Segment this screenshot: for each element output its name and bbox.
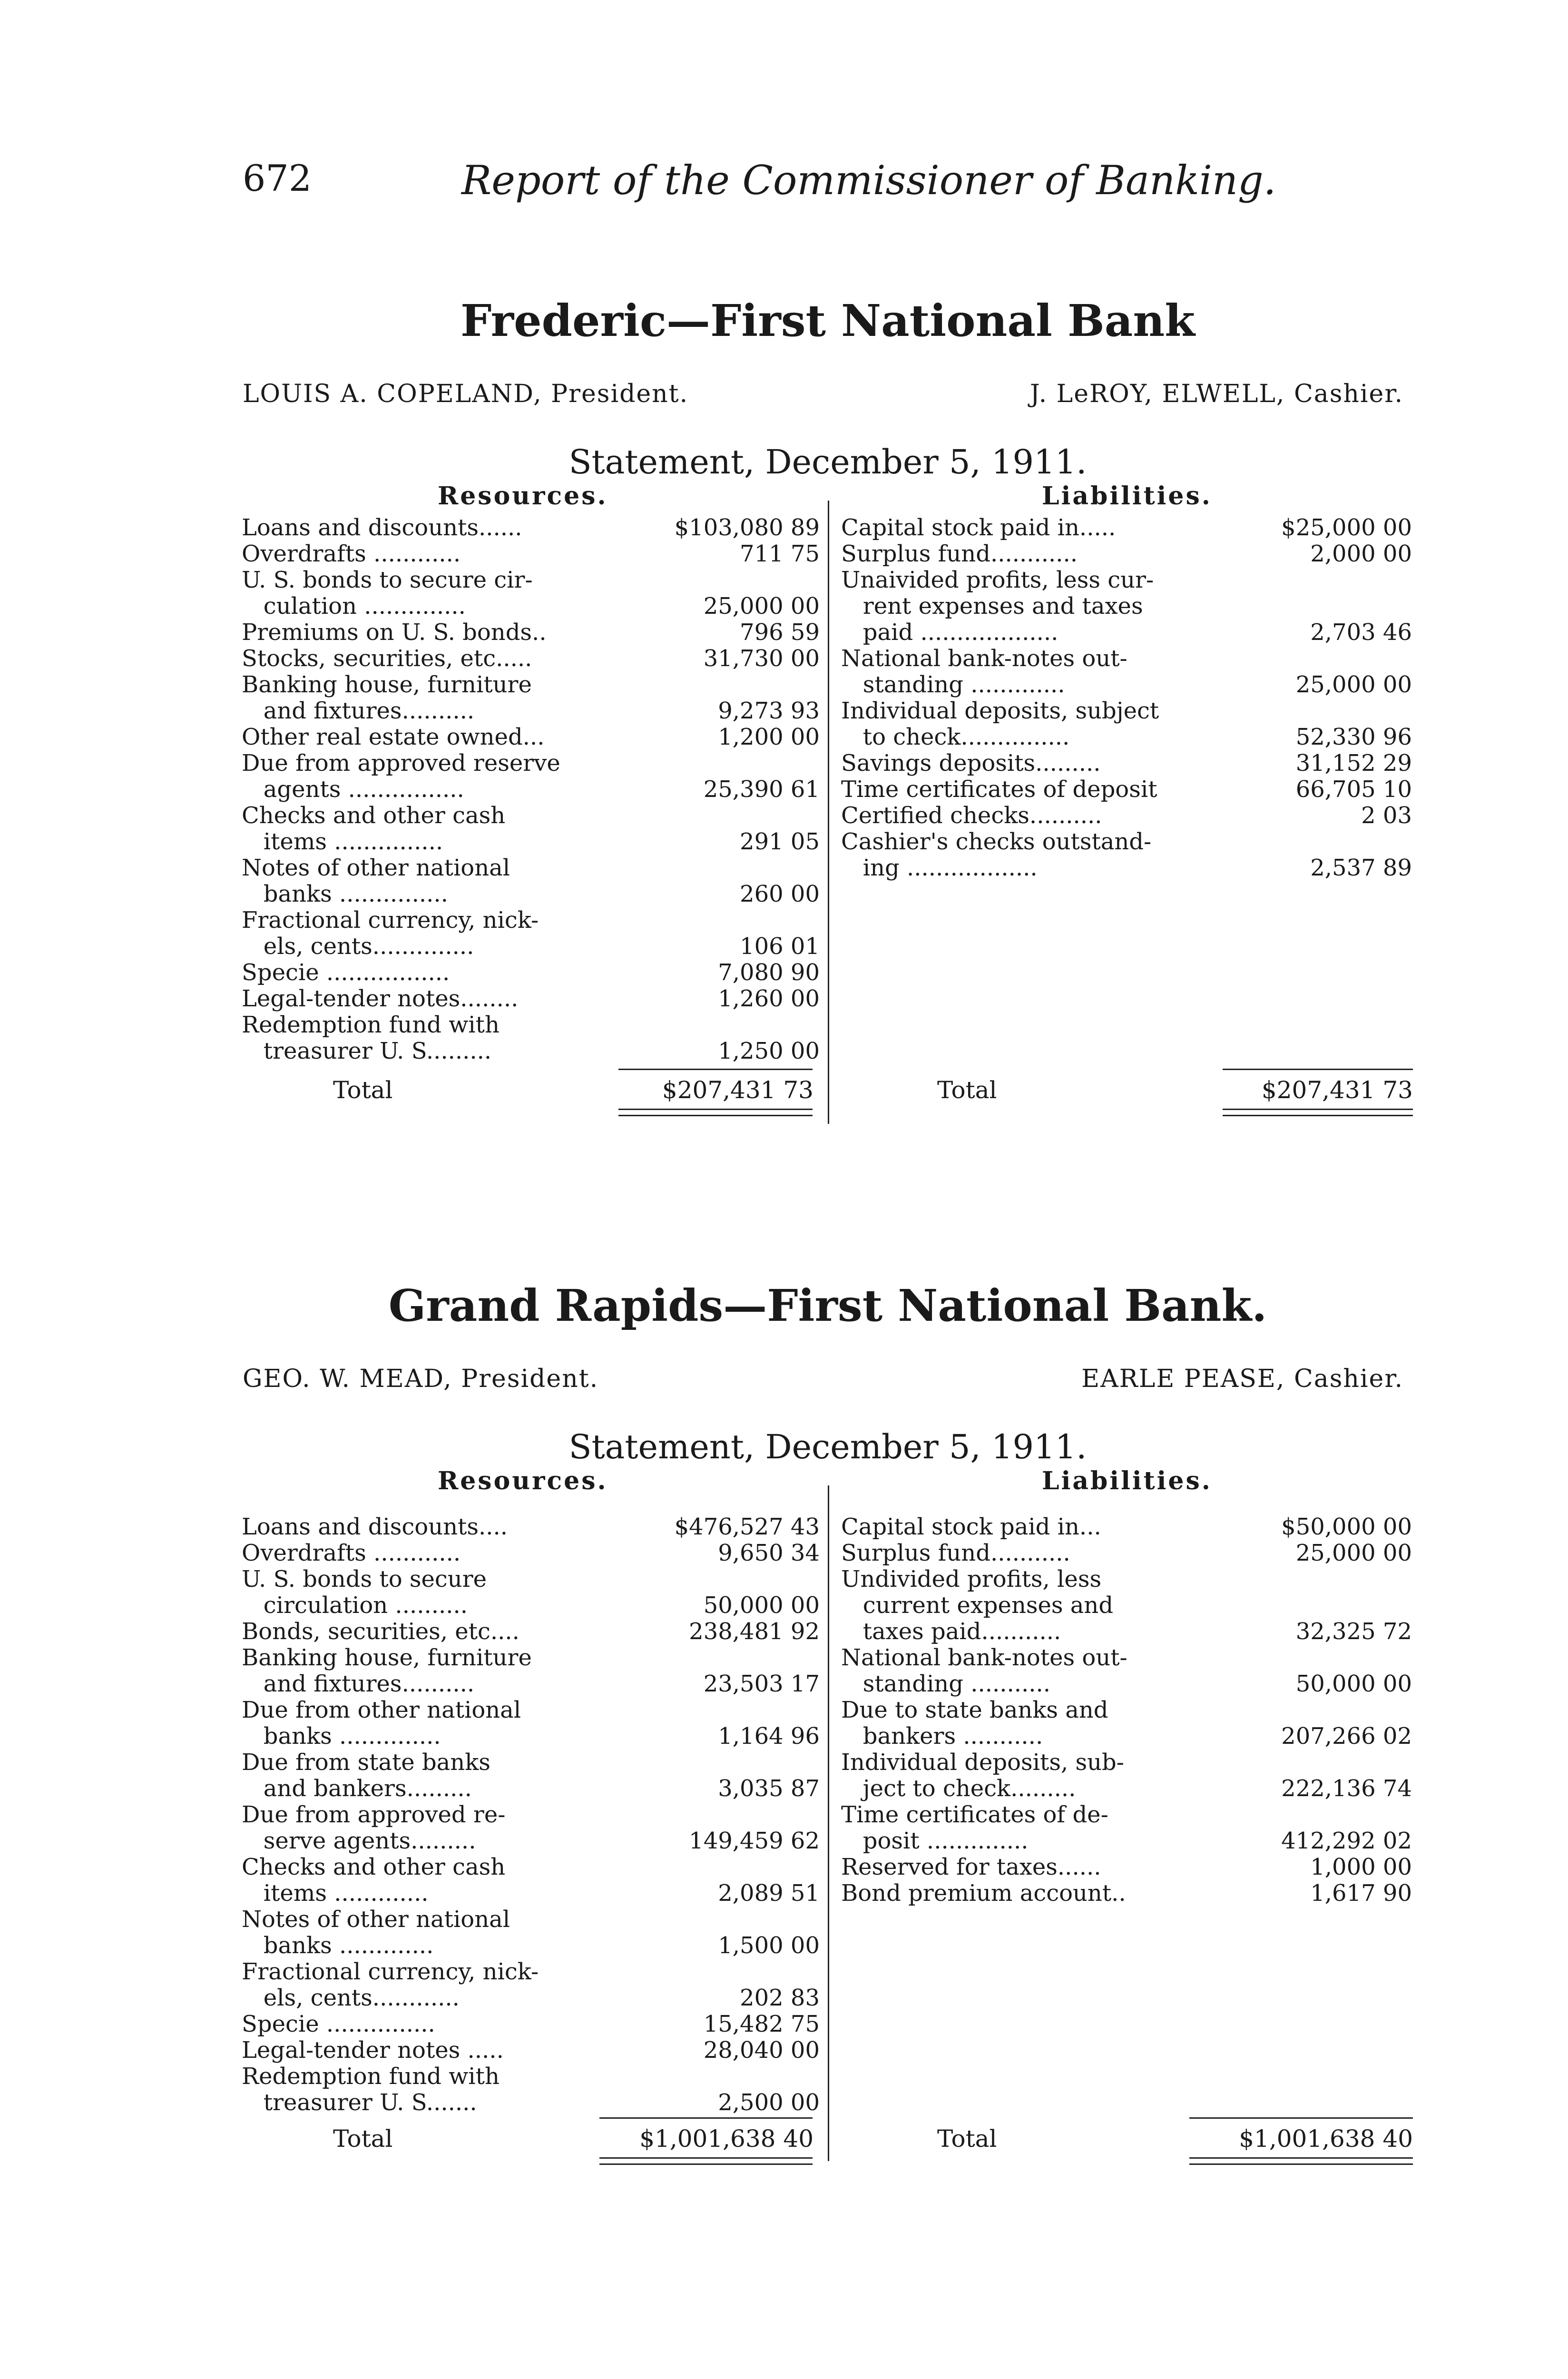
resource-row: [242, 1723, 820, 1750]
line-item-label: and fixtures..........: [242, 698, 475, 724]
line-item-label: Surplus fund............: [841, 541, 1078, 567]
line-item-label: els, cents..............: [242, 933, 474, 960]
line-item-amount: 66,705 10: [1295, 776, 1412, 803]
column-divider: [828, 501, 829, 1124]
line-item-label: Banking house, furniture: [242, 1644, 532, 1671]
line-item-amount: 25,390 61: [703, 776, 820, 803]
line-item-amount: 15,482 75: [703, 2011, 820, 2037]
line-item-amount: 2,000 00: [1310, 541, 1412, 567]
resources-double-rule: [599, 2157, 813, 2165]
line-item-amount: 238,481 92: [689, 1618, 820, 1645]
resource-row: [242, 1593, 820, 1619]
resource-row: [242, 1750, 820, 1776]
liabilities-total-row: [937, 1076, 1413, 1104]
resource-row: [242, 646, 820, 672]
liability-row: [841, 672, 1412, 698]
line-item-amount: 1,200 00: [718, 724, 820, 750]
line-item-label: Redemption fund with: [242, 1012, 500, 1038]
line-item-label: and bankers.........: [242, 1775, 472, 1802]
line-item-label: Fractional currency, nick-: [242, 907, 539, 934]
resource-row: [242, 1645, 820, 1671]
line-item-label: Loans and discounts......: [242, 514, 522, 541]
resource-row: [242, 541, 820, 567]
liability-row: [841, 829, 1412, 855]
liability-row: [841, 619, 1412, 646]
liability-row: [841, 724, 1412, 750]
president-name: LOUIS A. COPELAND, President.: [243, 380, 689, 408]
line-item-amount: $25,000 00: [1281, 514, 1412, 541]
liabilities-total-rule: [1189, 2117, 1413, 2119]
line-item-label: ject to check.........: [841, 1775, 1076, 1802]
line-item-label: current expenses and: [841, 1592, 1114, 1619]
line-item-amount: 260 00: [740, 881, 820, 907]
line-item-label: Due to state banks and: [841, 1697, 1108, 1723]
resource-row: [242, 1540, 820, 1566]
line-item-amount: 25,000 00: [1295, 671, 1412, 698]
liabilities-double-rule: [1223, 1109, 1413, 1116]
resource-row: [242, 1854, 820, 1880]
line-item-label: Individual deposits, sub-: [841, 1749, 1124, 1776]
resource-row: [242, 1985, 820, 2011]
resource-row: [242, 2090, 820, 2116]
resource-row: [242, 881, 820, 907]
liability-row: [841, 1750, 1412, 1776]
liability-row: [841, 1566, 1412, 1593]
resource-row: [242, 777, 820, 803]
resource-row: [242, 593, 820, 619]
liability-row: [841, 1697, 1412, 1723]
line-item-label: Redemption fund with: [242, 2063, 500, 2090]
line-item-amount: 291 05: [740, 828, 820, 855]
line-item-label: agents ................: [242, 776, 464, 803]
total-resources: $207,431 73: [662, 1076, 813, 1104]
liabilities-total-rule: [1223, 1069, 1413, 1070]
resource-row: [242, 803, 820, 829]
line-item-label: Certified checks..........: [841, 802, 1102, 829]
resource-row: [242, 1697, 820, 1723]
line-item-amount: 207,266 02: [1281, 1723, 1412, 1750]
resource-row: [242, 1907, 820, 1933]
liabilities-double-rule: [1189, 2157, 1413, 2165]
page-number: 672: [243, 157, 312, 199]
resource-row: [242, 750, 820, 777]
resource-row: [242, 829, 820, 855]
line-item-label: U. S. bonds to secure cir-: [242, 567, 533, 593]
line-item-amount: 1,250 00: [718, 1038, 820, 1064]
bank-statement-frederic: [238, 295, 1418, 1199]
liability-row: [841, 698, 1412, 724]
line-item-label: treasurer U. S.........: [242, 1038, 492, 1064]
liabilities-heading: Liabilities.: [1042, 482, 1212, 511]
liability-row: [841, 1619, 1412, 1645]
resource-row: [242, 2037, 820, 2064]
liability-row: [841, 1514, 1412, 1540]
line-item-label: Due from approved reserve: [242, 750, 560, 777]
line-item-label: Surplus fund...........: [841, 1540, 1070, 1566]
liability-row: [841, 1723, 1412, 1750]
line-item-amount: 25,000 00: [1295, 1540, 1412, 1566]
liability-row: [841, 646, 1412, 672]
column-divider: [828, 1485, 829, 2161]
line-item-label: els, cents............: [242, 1985, 460, 2011]
line-item-label: taxes paid...........: [841, 1618, 1061, 1645]
line-item-label: bankers ...........: [841, 1723, 1043, 1750]
line-item-amount: $50,000 00: [1281, 1514, 1412, 1540]
line-item-amount: 1,500 00: [718, 1932, 820, 1959]
resource-row: [242, 1933, 820, 1959]
president-name: GEO. W. MEAD, President.: [243, 1365, 599, 1393]
liability-row: [841, 1828, 1412, 1854]
line-item-amount: 711 75: [740, 541, 820, 567]
line-item-amount: 32,325 72: [1295, 1618, 1412, 1645]
line-item-label: Unaivided profits, less cur-: [841, 567, 1154, 593]
line-item-label: serve agents.........: [242, 1828, 476, 1854]
line-item-label: standing .............: [841, 671, 1065, 698]
line-item-label: Due from other national: [242, 1697, 521, 1723]
resource-row: [242, 960, 820, 986]
total-label: Total: [333, 1076, 393, 1104]
resource-row: [242, 515, 820, 541]
resource-row: [242, 1959, 820, 1985]
liabilities-list: [841, 515, 1412, 881]
line-item-label: Notes of other national: [242, 1906, 510, 1933]
line-item-amount: 31,730 00: [703, 645, 820, 672]
line-item-label: Savings deposits.........: [841, 750, 1101, 777]
resources-double-rule: [618, 1109, 813, 1116]
line-item-amount: 2,089 51: [718, 1880, 820, 1907]
total-label: Total: [333, 2125, 393, 2153]
line-item-label: Legal-tender notes........: [242, 985, 519, 1012]
liabilities-list: [841, 1514, 1412, 1907]
line-item-label: Time certificates of deposit: [841, 776, 1157, 803]
resources-total-row: [333, 2125, 813, 2153]
total-liabilities: $207,431 73: [1261, 1076, 1413, 1104]
resource-row: [242, 698, 820, 724]
bank-statement-grand-rapids: [238, 1280, 1418, 2279]
line-item-amount: 2,537 89: [1310, 855, 1412, 881]
line-item-label: items .............: [242, 1880, 429, 1907]
resource-row: [242, 1012, 820, 1038]
line-item-label: Overdrafts ............: [242, 541, 461, 567]
liability-row: [841, 777, 1412, 803]
line-item-label: posit ..............: [841, 1828, 1029, 1854]
resource-row: [242, 1514, 820, 1540]
line-item-label: banks ..............: [242, 1723, 441, 1750]
line-item-amount: 149,459 62: [689, 1828, 820, 1854]
liabilities-total-row: [937, 2125, 1413, 2153]
resource-row: [242, 672, 820, 698]
line-item-amount: 9,273 93: [718, 698, 820, 724]
line-item-amount: 1,164 96: [718, 1723, 820, 1750]
line-item-label: Fractional currency, nick-: [242, 1958, 539, 1985]
running-title: Report of the Commissioner of Banking.: [461, 157, 1276, 204]
line-item-label: Undivided profits, less: [841, 1566, 1102, 1593]
line-item-label: Premiums on U. S. bonds..: [242, 619, 547, 646]
cashier-name: J. LeROY, ELWELL, Cashier.: [1029, 380, 1403, 408]
line-item-label: Due from state banks: [242, 1749, 490, 1776]
resources-total-rule: [599, 2117, 813, 2119]
line-item-amount: 222,136 74: [1281, 1775, 1412, 1802]
resource-row: [242, 855, 820, 881]
resources-heading: Resources.: [438, 1466, 608, 1495]
resources-list: [242, 515, 820, 1064]
resources-total-row: [333, 1076, 813, 1104]
line-item-amount: 106 01: [740, 933, 820, 960]
line-item-label: Checks and other cash: [242, 802, 506, 829]
resource-row: [242, 986, 820, 1012]
resource-row: [242, 907, 820, 934]
line-item-label: Checks and other cash: [242, 1854, 506, 1880]
liability-row: [841, 567, 1412, 593]
resource-row: [242, 934, 820, 960]
line-item-amount: 2,703 46: [1310, 619, 1412, 646]
line-item-label: Reserved for taxes......: [841, 1854, 1101, 1880]
cashier-name: EARLE PEASE, Cashier.: [1081, 1365, 1403, 1393]
line-item-label: ing ..................: [841, 855, 1038, 881]
resource-row: [242, 619, 820, 646]
officers-line: [238, 380, 1418, 413]
page-header: [243, 157, 1384, 209]
line-item-label: treasurer U. S.......: [242, 2089, 477, 2116]
liability-row: [841, 1540, 1412, 1566]
line-item-label: U. S. bonds to secure: [242, 1566, 487, 1593]
resource-row: [242, 1802, 820, 1828]
line-item-label: Cashier's checks outstand-: [841, 828, 1152, 855]
liabilities-heading: Liabilities.: [1042, 1466, 1212, 1495]
resource-row: [242, 1880, 820, 1907]
line-item-label: Capital stock paid in.....: [841, 514, 1116, 541]
line-item-amount: 1,617 90: [1310, 1880, 1412, 1907]
liability-row: [841, 1802, 1412, 1828]
resource-row: [242, 2064, 820, 2090]
line-item-label: paid ...................: [841, 619, 1058, 646]
resource-row: [242, 567, 820, 593]
line-item-label: Other real estate owned...: [242, 724, 545, 750]
total-label: Total: [937, 1076, 997, 1104]
liability-row: [841, 1645, 1412, 1671]
resources-heading: Resources.: [438, 482, 608, 511]
liability-row: [841, 1671, 1412, 1697]
line-item-label: Banking house, furniture: [242, 671, 532, 698]
line-item-label: National bank-notes out-: [841, 1644, 1127, 1671]
resource-row: [242, 1828, 820, 1854]
line-item-amount: 9,650 34: [718, 1540, 820, 1566]
line-item-label: Legal-tender notes .....: [242, 2037, 504, 2064]
resource-row: [242, 724, 820, 750]
line-item-label: banks ...............: [242, 881, 448, 907]
liability-row: [841, 593, 1412, 619]
line-item-label: banks .............: [242, 1932, 434, 1959]
line-item-label: and fixtures..........: [242, 1671, 475, 1697]
line-item-amount: 52,330 96: [1295, 724, 1412, 750]
line-item-amount: $476,527 43: [674, 1514, 820, 1540]
line-item-amount: 3,035 87: [718, 1775, 820, 1802]
line-item-amount: 50,000 00: [1295, 1671, 1412, 1697]
line-item-amount: 31,152 29: [1295, 750, 1412, 777]
balance-sheet: [238, 1466, 1418, 2204]
line-item-amount: 412,292 02: [1281, 1828, 1412, 1854]
statement-date: Statement, December 5, 1911.: [568, 442, 1087, 482]
line-item-label: Specie .................: [242, 959, 450, 986]
officers-line: [238, 1365, 1418, 1398]
liability-row: [841, 803, 1412, 829]
liability-row: [841, 1776, 1412, 1802]
bank-title: Grand Rapids—First National Bank.: [388, 1280, 1267, 1331]
line-item-amount: 2,500 00: [718, 2089, 820, 2116]
liability-row: [841, 1593, 1412, 1619]
total-label: Total: [937, 2125, 997, 2153]
line-item-label: standing ...........: [841, 1671, 1051, 1697]
liability-row: [841, 541, 1412, 567]
resource-row: [242, 1671, 820, 1697]
resource-row: [242, 1776, 820, 1802]
line-item-label: Time certificates of de-: [841, 1801, 1108, 1828]
line-item-label: National bank-notes out-: [841, 645, 1127, 672]
line-item-amount: 50,000 00: [703, 1592, 820, 1619]
line-item-label: Specie ...............: [242, 2011, 435, 2037]
line-item-label: Capital stock paid in...: [841, 1514, 1101, 1540]
line-item-amount: $103,080 89: [674, 514, 820, 541]
resources-list: [242, 1514, 820, 2116]
line-item-amount: 28,040 00: [703, 2037, 820, 2064]
line-item-amount: 202 83: [740, 1985, 820, 2011]
statement-date: Statement, December 5, 1911.: [568, 1427, 1087, 1466]
line-item-label: circulation ..........: [242, 1592, 468, 1619]
line-item-label: Stocks, securities, etc.....: [242, 645, 532, 672]
line-item-label: rent expenses and taxes: [841, 593, 1143, 619]
balance-sheet: [238, 482, 1418, 1148]
resource-row: [242, 1038, 820, 1064]
liability-row: [841, 1880, 1412, 1907]
total-resources: $1,001,638 40: [639, 2125, 813, 2153]
line-item-label: Bond premium account..: [841, 1880, 1126, 1907]
line-item-label: items ...............: [242, 828, 443, 855]
liability-row: [841, 515, 1412, 541]
line-item-amount: 1,260 00: [718, 985, 820, 1012]
line-item-label: to check...............: [841, 724, 1070, 750]
resource-row: [242, 2011, 820, 2037]
line-item-amount: 1,000 00: [1310, 1854, 1412, 1880]
line-item-label: Loans and discounts....: [242, 1514, 508, 1540]
bank-title: Frederic—First National Bank: [460, 295, 1196, 346]
liability-row: [841, 855, 1412, 881]
resource-row: [242, 1619, 820, 1645]
line-item-amount: 796 59: [740, 619, 820, 646]
total-liabilities: $1,001,638 40: [1239, 2125, 1413, 2153]
line-item-label: Notes of other national: [242, 855, 510, 881]
resources-total-rule: [618, 1069, 813, 1070]
line-item-amount: 25,000 00: [703, 593, 820, 619]
line-item-label: culation ..............: [242, 593, 466, 619]
line-item-label: Individual deposits, subject: [841, 698, 1159, 724]
line-item-label: Overdrafts ............: [242, 1540, 461, 1566]
line-item-amount: 7,080 90: [718, 959, 820, 986]
line-item-amount: 23,503 17: [703, 1671, 820, 1697]
resource-row: [242, 1566, 820, 1593]
liability-row: [841, 1854, 1412, 1880]
line-item-label: Bonds, securities, etc....: [242, 1618, 519, 1645]
liability-row: [841, 750, 1412, 777]
line-item-amount: 2 03: [1361, 802, 1412, 829]
line-item-label: Due from approved re-: [242, 1801, 506, 1828]
